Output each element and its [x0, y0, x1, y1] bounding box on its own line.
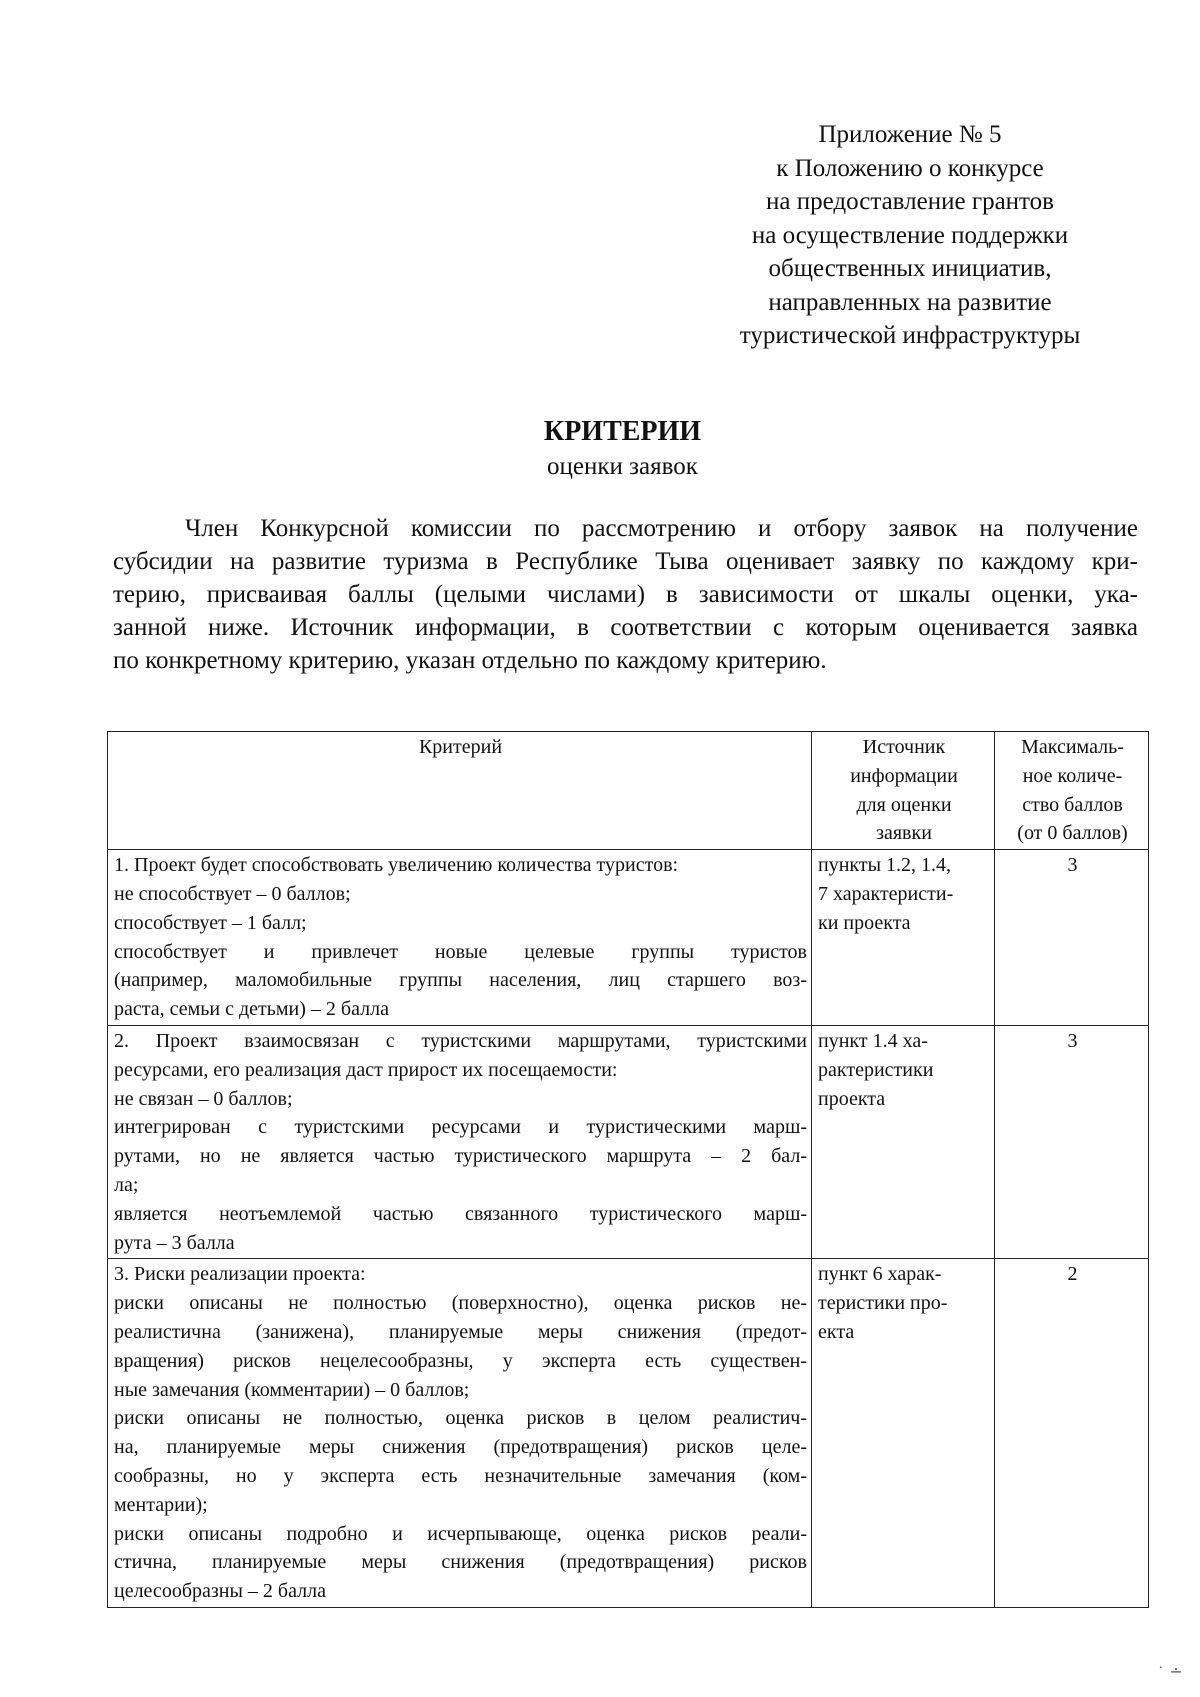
appendix-line: туристической инфраструктуры [739, 322, 1081, 349]
appendix-line: на предоставление грантов [766, 188, 1054, 215]
max-score-cell: 2 [995, 1259, 1149, 1608]
header-criterion: Критерий [108, 732, 812, 850]
max-score-cell: 3 [995, 1025, 1149, 1258]
appendix-line: к Положению о конкурсе [776, 154, 1044, 182]
intro-line: занной ниже. Источник информации, в соответствии с которым оценивается заявка [113, 614, 1138, 641]
criterion-cell: 1. Проект будет способствовать увеличению количества туристов: не способствует – 0 баллов; способствует – 1 балл; способствует и привлечет новые целевые группы туристов (например, маломобильные группы населения, лиц старшего воз- раста, семьи с детьми) – 2 балла [108, 850, 812, 1026]
appendix-header [700, 118, 1120, 353]
intro-line: по конкретному критерию, указан отдельно по каждому критерию. [113, 647, 827, 674]
table-row [108, 1025, 1149, 1258]
criterion-cell: 3. Риски реализации проекта: риски описаны не полностью (поверхностно), оценка рисков не- реалистична (занижена), планируемые меры снижения (предот- вращения) рисков нецелесообразны, у эксперта есть существен- ные замечания (комментарии) – 0 баллов; риски описаны не полностью, оценка рисков в целом реалистич- на, планируемые меры снижения (предотвращения) рисков целе- сообразны, но у эксперта есть незначительные замечания (ком- ментарии); риски описаны подробно и исчерпывающе, оценка рисков реали- стична, планируемые меры снижения (предотвращения) рисков целесообразны – 2 балла [108, 1259, 812, 1608]
appendix-line: на осуществление поддержки [751, 221, 1069, 249]
header-source: Источник информации для оценки заявки [812, 732, 995, 850]
criteria-table [107, 731, 1149, 1608]
max-score-cell: 3 [995, 850, 1149, 1026]
table-header-row [108, 732, 1149, 850]
intro-paragraph [113, 512, 1138, 677]
appendix-line: общественных инициатив, [768, 255, 1052, 282]
source-cell: пункт 6 харак- теристики про- екта [812, 1259, 995, 1608]
table-row [108, 1259, 1149, 1608]
source-cell: пункт 1.4 ха- рактеристики проекта [812, 1025, 995, 1258]
appendix-line: направленных на развитие [768, 288, 1052, 316]
intro-line: Член Конкурсной комиссии по рассмотрению и отбору заявок на получение [185, 515, 1138, 542]
criterion-cell: 2. Проект взаимосвязан с туристскими маршрутами, туристскими ресурсами, его реализация даст прирост их посещаемости: не связан – 0 баллов; интегрирован с туристскими ресурсами и туристическими марш- рутами, но не является частью туристического маршрута – 2 бал- ла; является неотъемлемой частью связанного туристического марш- рута – 3 балла [108, 1025, 812, 1258]
document-title: КРИТЕРИИ [543, 416, 702, 447]
table-row [108, 850, 1149, 1026]
scan-mark: ˙ ∸ [1158, 1664, 1184, 1681]
source-cell: пункты 1.2, 1.4, 7 характеристи- ки проекта [812, 850, 995, 1026]
header-max-score: Максималь- ное количе- ство баллов (от 0 баллов) [995, 732, 1149, 850]
intro-line: терию, присваивая баллы (целыми числами) в зависимости от шкалы оценки, ука- [113, 581, 1138, 608]
document-subtitle: оценки заявок [547, 453, 698, 480]
intro-line: субсидии на развитие туризма в Республике Тыва оценивает заявку по каждому кри- [113, 548, 1138, 575]
appendix-line: Приложение № 5 [818, 121, 1002, 148]
